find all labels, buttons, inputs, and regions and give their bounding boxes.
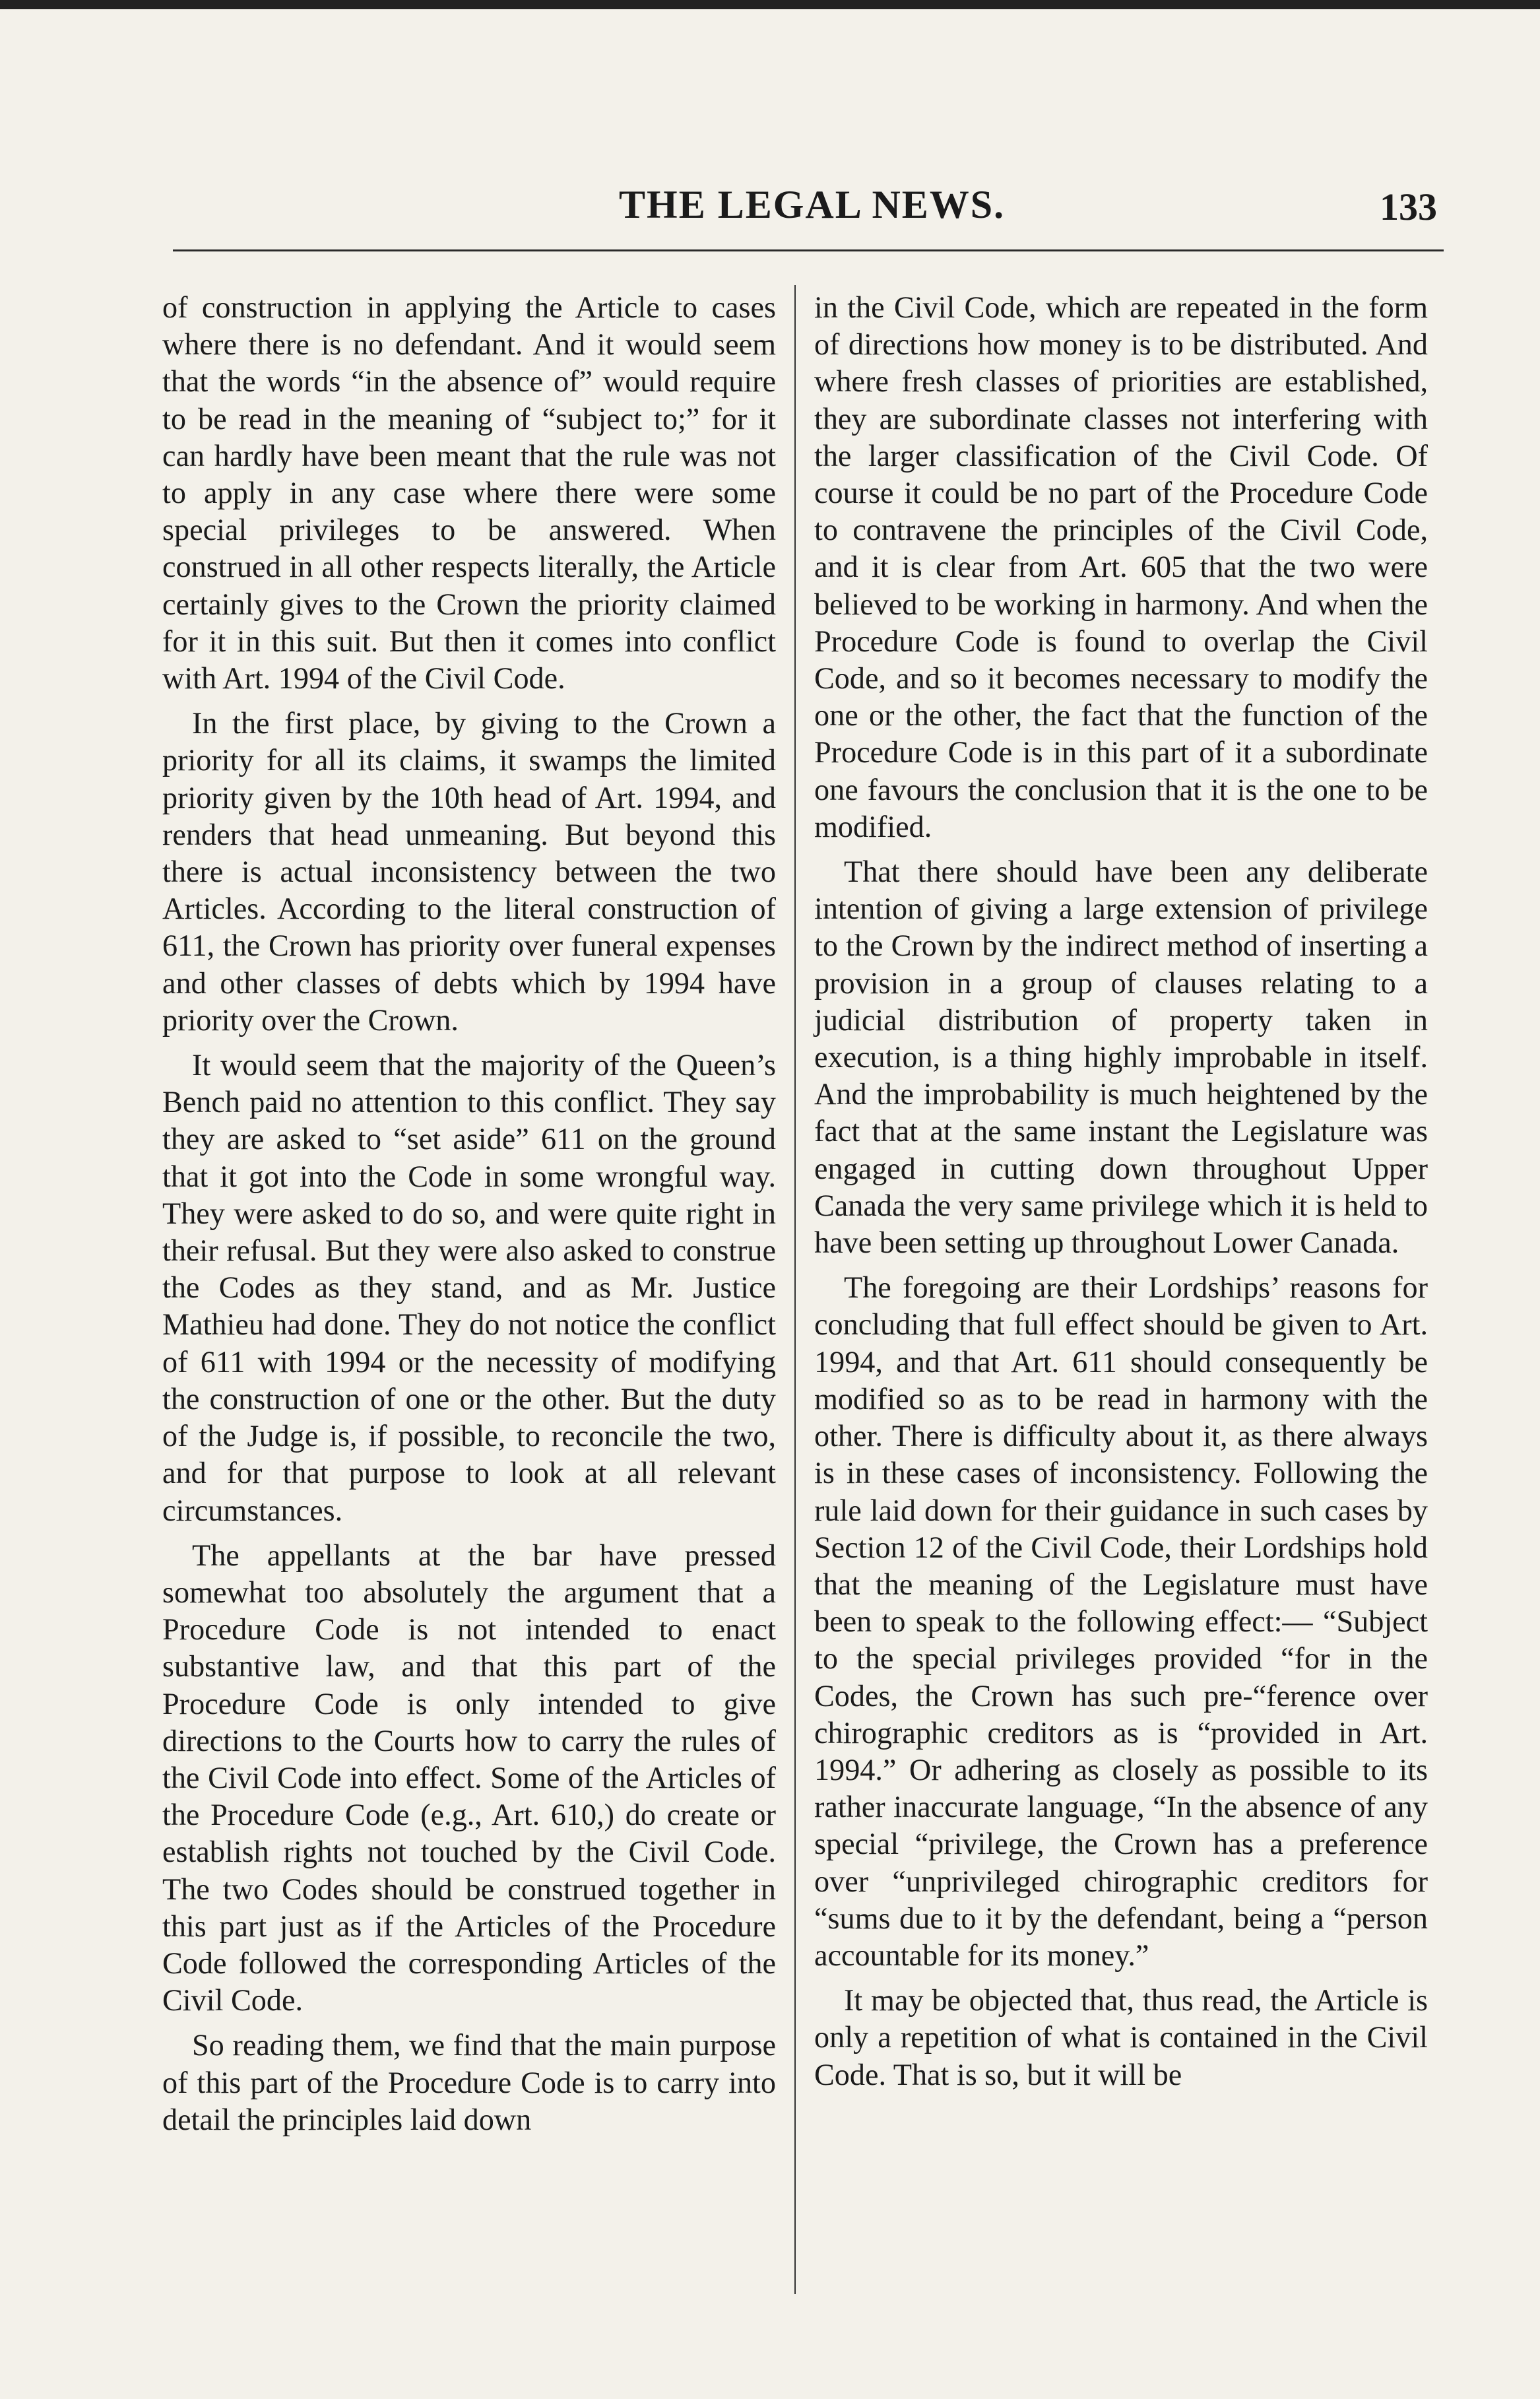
paragraph: So reading them, we find that the main purpose of this part of the Procedure Code is to carry into detail the principles laid down [162,2028,776,2136]
paragraph: It would seem that the majority of the Queen’s Bench paid no attention to this conflict. They say they are asked to “set aside” 611 on the ground that it got into the Code in some wrongful way. They were asked to do so, and were quite right in their refusal. But they were also asked to construe the Codes as they stand, and as Mr. Justice Mathieu had done. They do not notice the conflict of 611 with 1994 or the necessity of modifying the construction of one or the other. But the duty of the Judge is, if possible, to reconcile the two, and for that purpose to look at all relevant circumstances. [162,1048,776,1527]
paragraph: In the first place, by giving to the Crown a priority for all its claims, it swamps the limited priority given by the 10th head of Art. 1994, and renders that head unmeaning. But beyond this there is actual inconsistency between the two Articles. According to the literal construction of 611, the Crown has priority over funeral expenses and other classes of debts which by 1994 have priority over the Crown. [162,706,776,1037]
paragraph: in the Civil Code, which are repeated in the form of directions how money is to be distributed. And where fresh classes of priorities are established, they are subordinate classes not interfering with the larger classification of the Civil Code. Of course it could be no part of the Procedure Code to contravene the principles of the Civil Code, and it is clear from Art. 605 that the two were believed to be working in harmony. And when the Procedure Code is found to overlap the Civil Code, and so it becomes necessary to modify the one or the other, the fact that the function of the Procedure Code is in this part of it a subordinate one favours the conclusion that it is the one to be modified. [814,290,1428,843]
paragraph: The appellants at the bar have pressed somewhat too absolutely the argument that a Procedure Code is not intended to enact substantive law, and that this part of the Procedure Code is only intended to give directions to the Courts how to carry the rules of the Civil Code into effect. Some of the Articles of the Procedure Code (e.g., Art. 610,) do create or establish rights not touched by the Civil Code. The two Codes should be construed together in this part just as if the Articles of the Procedure Code followed the corresponding Articles of the Civil Code. [162,1538,776,2018]
paragraph: That there should have been any deliberate intention of giving a large extension of privilege to the Crown by the indirect method of inserting a provision in a group of clauses relating to a judicial distribution of property taken in execution, is a thing highly improbable in itself. And the improbability is much heightened by the fact that at the same instant the Legislature was engaged in cutting down throughout Upper Canada the very same privilege which it is held to have been setting up throughout Lower Canada. [814,855,1428,1260]
page-number: 133 [1380,185,1437,228]
right-column [814,289,1428,2101]
paragraph: The foregoing are their Lordships’ reasons for concluding that full effect should be given to Art. 1994, and that Art. 611 should consequently be modified so as to be read in harmony with the other. There is difficulty about it, as there always is in these cases of inconsistency. Following the rule laid down for their guidance in such cases by Section 12 of the Civil Code, their Lordships hold that the meaning of the Legislature must have been to speak to the following effect:— “Subject to the special privileges provided “for in the Codes, the Crown has such pre-“ference over chirographic creditors as is “provided in Art. 1994.” Or adhering as closely as possible to its rather inaccurate language, “In the absence of any special “privilege, the Crown has a preference over “unprivileged chirographic creditors for “sums due to it by the defendant, being a “person accountable for its money.” [814,1270,1428,1972]
column-divider [794,285,796,2294]
journal-title: THE LEGAL NEWS. [619,183,1006,226]
page-header [173,177,1444,240]
left-column [162,289,776,2146]
top-edge-rule [0,0,1540,9]
paragraph: It may be objected that, thus read, the Article is only a repetition of what is contained in the Civil Code. That is so, but it will be [814,1983,1428,2091]
paragraph: of construction in applying the Article to cases where there is no defendant. And it would seem that the words “in the absence of” would require to be read in the meaning of “subject to;” for it can hardly have been meant that the rule was not to apply in any case where there were some special privileges to be answered. When construed in all other respects literally, the Article certainly gives to the Crown the priority claimed for it in this suit. But then it comes into conflict with Art. 1994 of the Civil Code. [162,290,776,696]
header-rule [173,249,1444,251]
